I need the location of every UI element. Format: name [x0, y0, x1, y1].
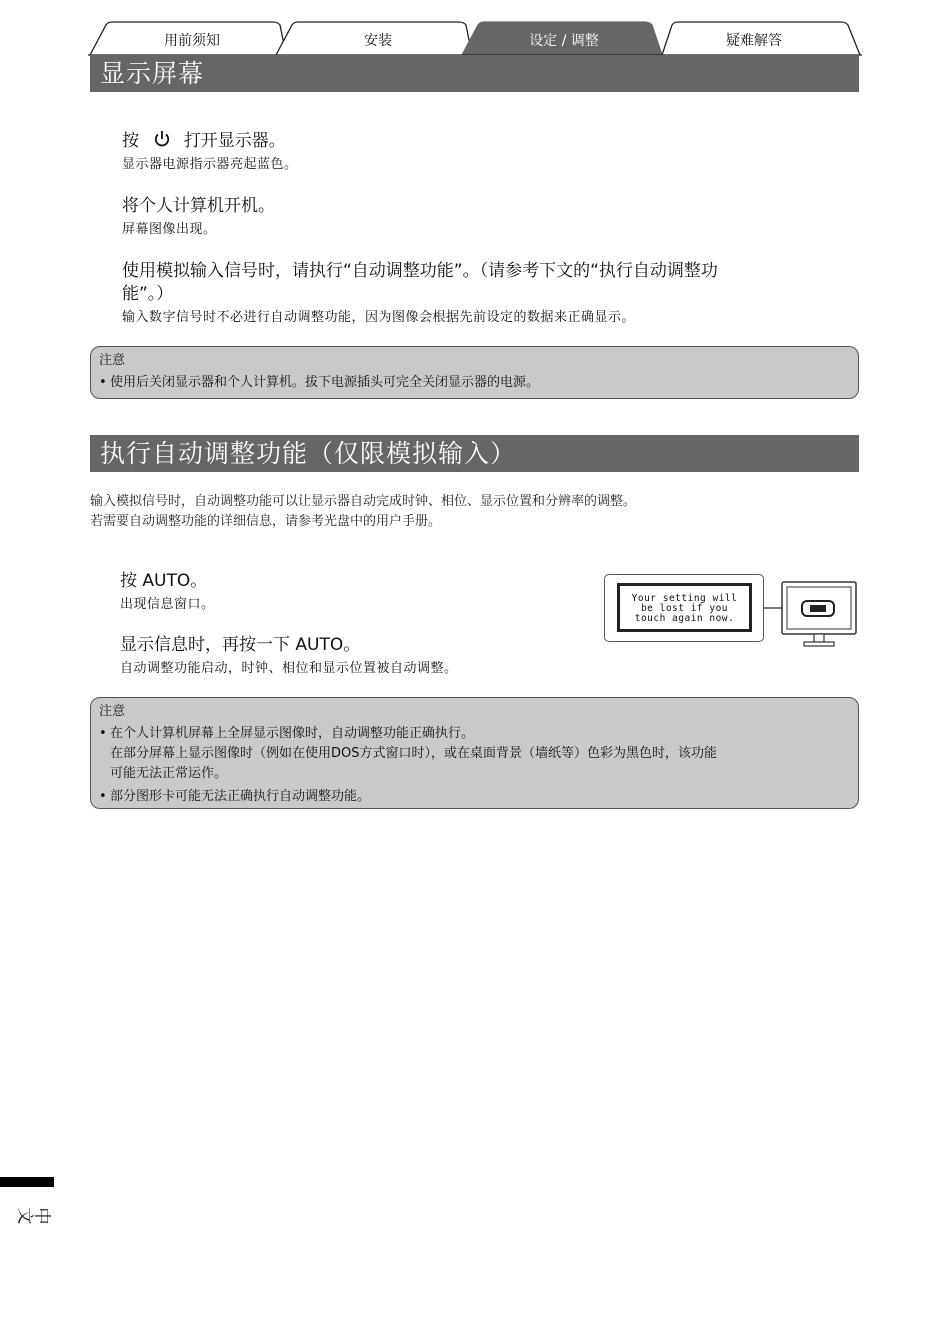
note-2-item-1-line-2: 在部分屏幕上显示图像时（例如在使用DOS方式窗口时），或在桌面背景（墙纸等）色彩为黑色时，该功能 [110, 746, 717, 761]
note-2-item-1 [99, 724, 850, 784]
tab-troubleshooting[interactable]: 疑难解答 [726, 33, 782, 49]
section-title-auto-adjust: 执行自动调整功能（仅限模拟输入） [90, 435, 859, 472]
intro-line-1: 输入模拟信号时，自动调整功能可以让显示器自动完成时钟、相位、显示位置和分辨率的调整。 [90, 494, 637, 509]
tab-precautions[interactable]: 用前须知 [164, 33, 220, 49]
note-1-title: 注意 [99, 353, 126, 368]
note-box-1 [90, 346, 859, 399]
power-icon [152, 130, 172, 148]
nav-tabs [88, 21, 862, 57]
message-line-2: be lost if you [640, 603, 729, 614]
intro-line-2: 若需要自动调整功能的详细信息，请参考光盘中的用户手册。 [90, 514, 442, 529]
monitor-icon [764, 580, 860, 648]
section-title-display-screen: 显示屏幕 [90, 55, 859, 92]
language-marker-bar [0, 1177, 54, 1187]
note-2-item-1-line-3: 可能无法正常运作。 [110, 766, 228, 781]
message-window [617, 583, 752, 632]
tab-settings-adjustment[interactable]: 设定 / 调整 [529, 33, 599, 49]
step-2-desc: 屏幕图像出现。 [122, 222, 217, 237]
step-3-title: 使用模拟输入信号时，请执行“自动调整功能”。（请参考下文的“执行自动调整功 [122, 261, 718, 281]
note-2-item-2: • 部分图形卡可能无法正确执行自动调整功能。 [99, 787, 850, 807]
auto-step-1-desc: 出现信息窗口。 [120, 597, 215, 612]
step-1-desc: 显示器电源指示器亮起蓝色。 [122, 157, 298, 172]
message-line-3: touch again now. [634, 613, 735, 624]
message-window-illustration [604, 574, 764, 642]
message-line-1: Your setting will [631, 593, 738, 604]
section-2-intro [90, 492, 850, 532]
note-2-item-1-line-1: • 在个人计算机屏幕上全屏显示图像时，自动调整功能正确执行。 [110, 726, 475, 741]
auto-step-2-title: 显示信息时，再按一下 AUTO。 [120, 635, 361, 655]
auto-step-1-title: 按 AUTO。 [120, 571, 208, 591]
step-1-title [122, 126, 286, 151]
step-3-title-cont: 能”。） [122, 284, 174, 304]
language-label: 中文 [17, 1203, 52, 1224]
auto-step-2-desc: 自动调整功能启动，时钟、相位和显示位置被自动调整。 [120, 661, 458, 676]
step-2-title: 将个人计算机开机。 [122, 196, 275, 216]
step-1-title-prefix: 按 [122, 131, 139, 151]
step-3-desc: 输入数字信号时不必进行自动调整功能，因为图像会根据先前设定的数据来正确显示。 [122, 310, 636, 325]
step-1-title-suffix: 打开显示器。 [183, 131, 286, 151]
note-2-title: 注意 [99, 704, 126, 719]
note-1-item: • 使用后关闭显示器和个人计算机。拔下电源插头可完全关闭显示器的电源。 [99, 373, 850, 393]
tab-installation[interactable]: 安装 [364, 33, 392, 49]
note-box-2 [90, 697, 859, 809]
